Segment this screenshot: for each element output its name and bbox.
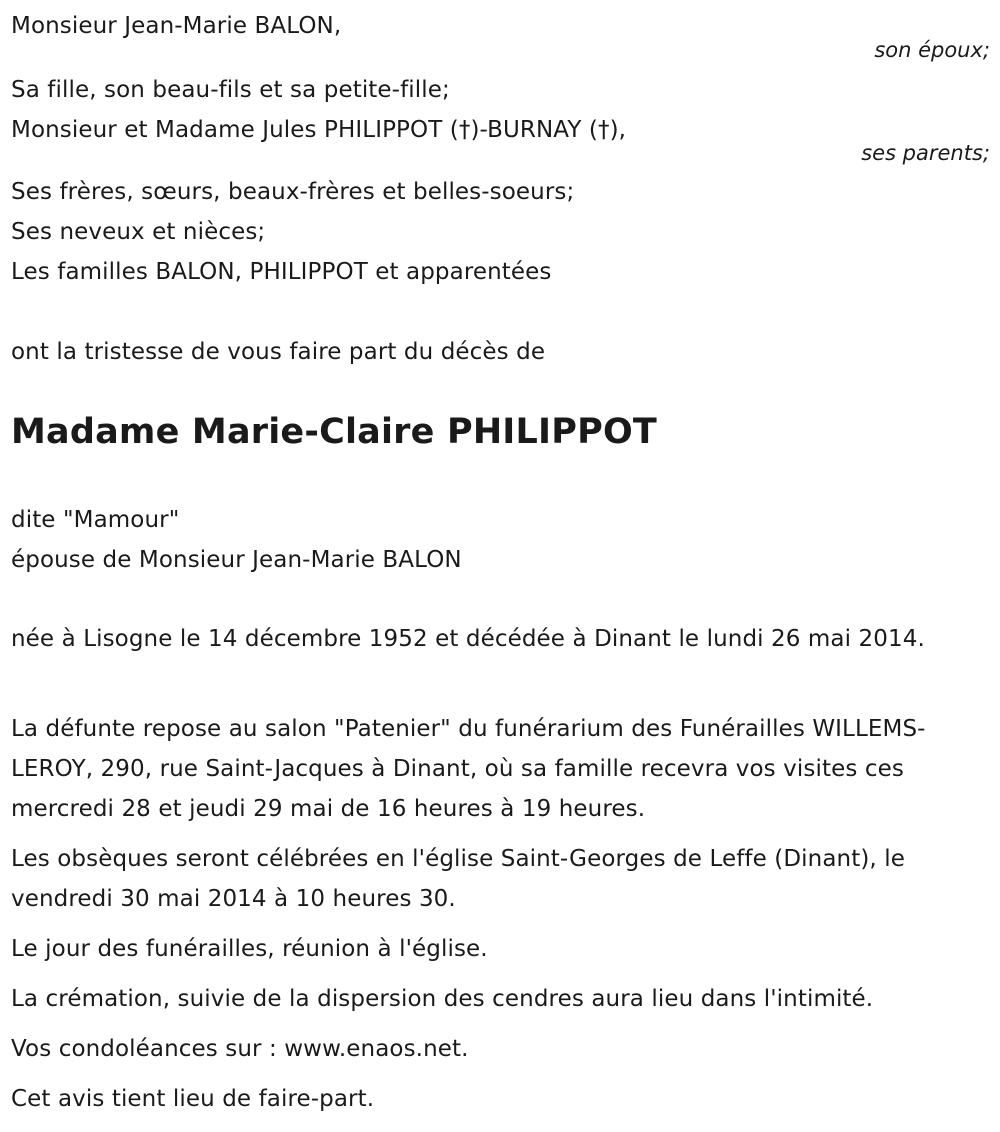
husband-role: son époux; bbox=[874, 38, 990, 62]
nephews-line: Ses neveux et nièces; bbox=[11, 219, 266, 245]
condolences-paragraph: Vos condoléances sur : www.enaos.net. bbox=[11, 1036, 469, 1062]
visitation-paragraph: La défunte repose au salon "Patenier" du funérarium des Funérailles WILLEMS-LEROY, 290, rue Saint-Jacques à Dinant, où sa famille recevra vos visites ces mercredi 28 et jeudi 29 mai de 16 heures à 19 heures. bbox=[11, 716, 926, 822]
notice-paragraph: Cet avis tient lieu de faire-part. bbox=[11, 1086, 375, 1112]
announcement-line: ont la tristesse de vous faire part du décès de bbox=[11, 339, 546, 365]
birth-death-paragraph: née à Lisogne le 14 décembre 1952 et décédée à Dinant le lundi 26 mai 2014. bbox=[11, 626, 925, 652]
husband-line: Monsieur Jean-Marie BALON, bbox=[11, 13, 342, 39]
daughter-line: Sa fille, son beau-fils et sa petite-fille; bbox=[11, 77, 450, 103]
meeting-paragraph: Le jour des funérailles, réunion à l'église. bbox=[11, 936, 488, 962]
siblings-line: Ses frères, sœurs, beaux-frères et belles-soeurs; bbox=[11, 179, 575, 205]
parents-line: Monsieur et Madame Jules PHILIPPOT (†)-BURNAY (†), bbox=[11, 117, 627, 143]
deceased-name: Madame Marie-Claire PHILIPPOT bbox=[11, 412, 657, 452]
funeral-paragraph: Les obsèques seront célébrées en l'église Saint-Georges de Leffe (Dinant), le vendredi 30 mai 2014 à 10 heures 30. bbox=[11, 846, 905, 912]
nickname-line: dite "Mamour" bbox=[11, 507, 180, 533]
spouse-line: épouse de Monsieur Jean-Marie BALON bbox=[11, 547, 462, 573]
families-line: Les familles BALON, PHILIPPOT et apparentées bbox=[11, 259, 552, 285]
parents-role: ses parents; bbox=[861, 141, 990, 165]
cremation-paragraph: La crémation, suivie de la dispersion des cendres aura lieu dans l'intimité. bbox=[11, 986, 874, 1012]
